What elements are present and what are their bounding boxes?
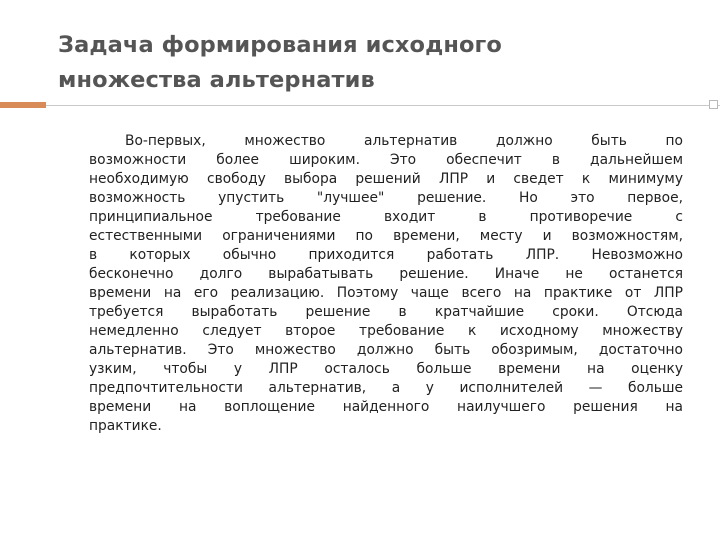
body-line-4: возможность упустить "лучшее" решение. Но это первое, [89,190,683,206]
body-line-15: времени на воплощение найденного наилучшего решения на [89,399,683,415]
slide-title [58,28,658,98]
slide-title-line-1: Задача формирования исходного [58,32,502,58]
slide-title-line-2: множества альтернатив [58,67,375,93]
title-accent-bar [0,102,46,108]
body-line-12: альтернатив. Это множество должно быть обозримым, достаточно [89,342,683,358]
body-text [89,132,683,436]
body-line-13: узким, чтобы у ЛПР осталось больше времени на оценку [89,361,683,377]
body-line-9: времени на его реализацию. Поэтому чаще всего на практике от ЛПР [89,285,683,301]
body-line-14: предпочтительности альтернатив, а у исполнителей — больше [89,380,683,396]
body-line-11: немедленно следует второе требование к исходному множеству [89,323,683,339]
title-divider-line [46,105,720,106]
body-line-16: практике. [89,418,162,434]
body-line-10: требуется выработать решение в кратчайшие сроки. Отсюда [89,304,683,320]
body-line-3: необходимую свободу выбора решений ЛПР и сведет к минимуму [89,171,683,187]
body-line-8: бесконечно долго вырабатывать решение. Иначе не останется [89,266,683,282]
body-line-1: Во-первых, множество альтернатив должно быть по [125,133,683,149]
body-line-5: принципиальное требование входит в противоречие с [89,209,683,225]
body-line-6: естественными ограничениями по времени, месту и возможностям, [89,228,683,244]
body-line-2: возможности более широким. Это обеспечит в дальнейшем [89,152,683,168]
divider-end-square-icon [709,100,718,109]
body-line-7: в которых обычно приходится работать ЛПР. Невозможно [89,247,683,263]
